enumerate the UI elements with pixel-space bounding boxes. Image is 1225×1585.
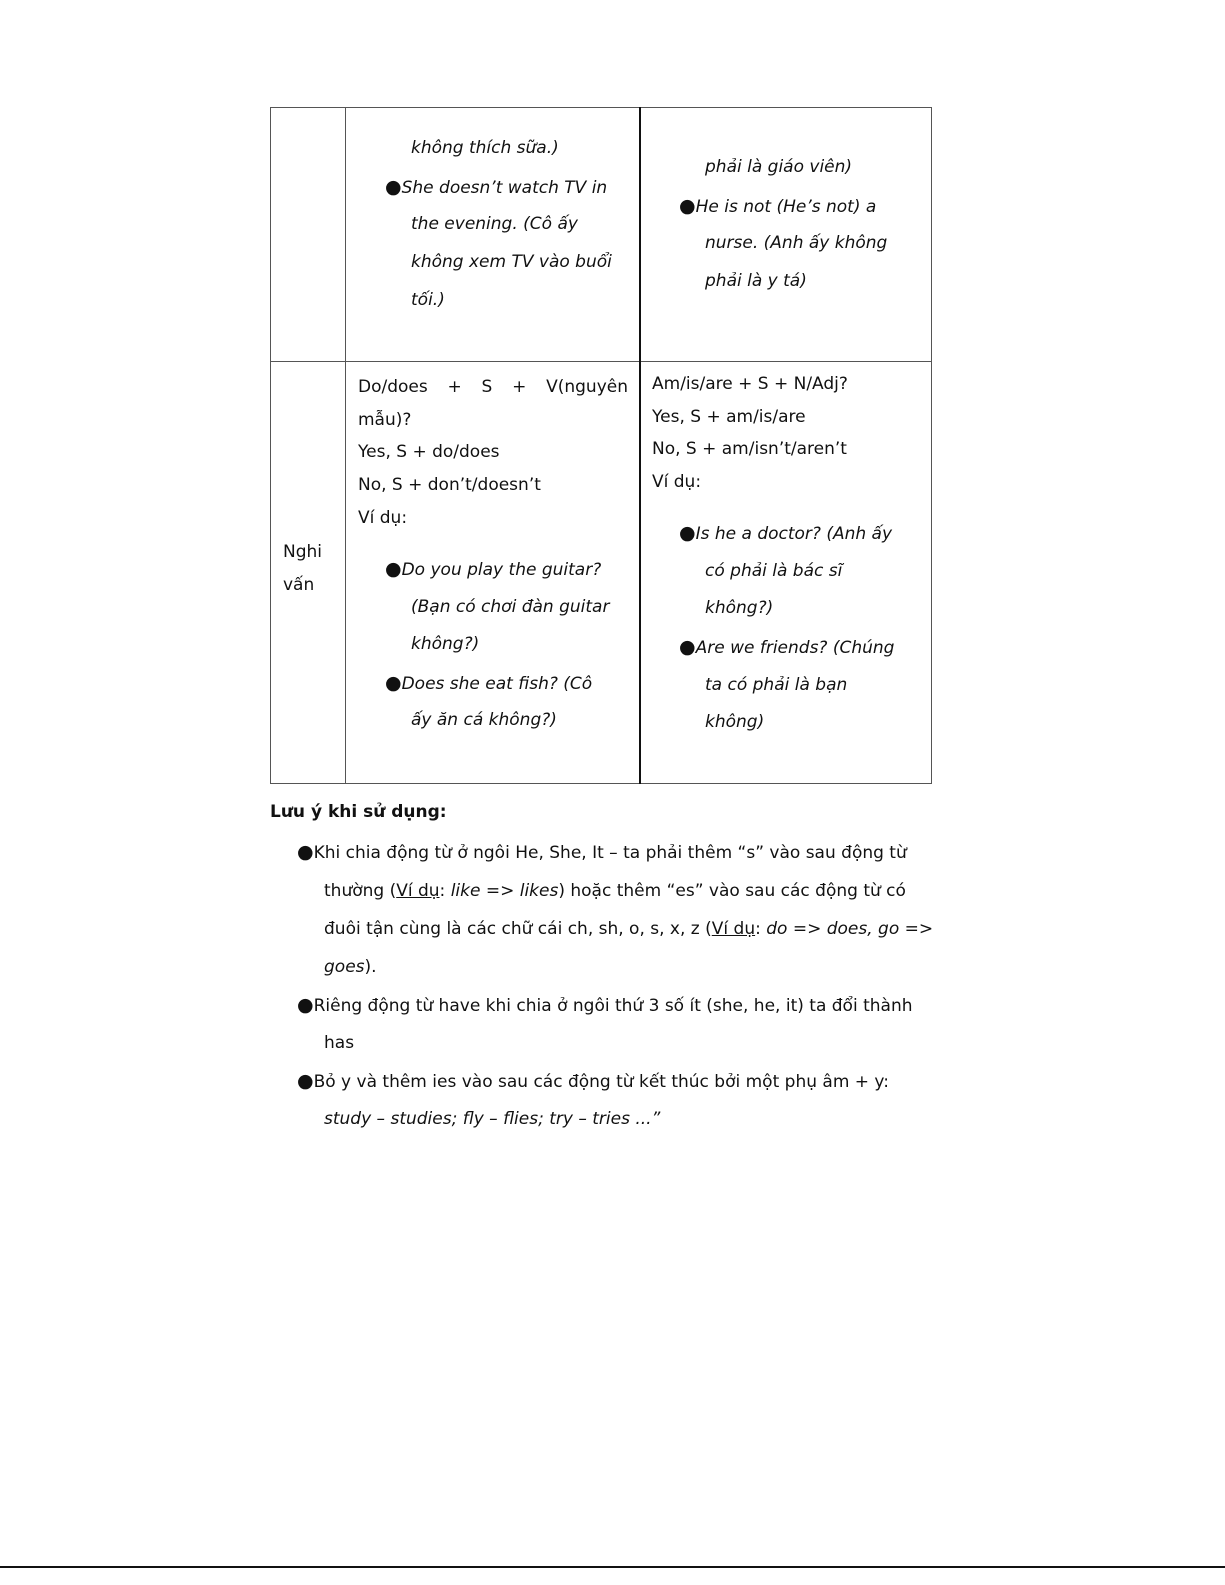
example-item: ●Do you play the guitar? xyxy=(385,558,602,580)
cell-text: tối.) xyxy=(411,290,445,310)
cell-text: không) xyxy=(705,712,765,732)
cell-text: có phải là bác sĩ xyxy=(705,561,843,581)
row-label: vấn xyxy=(283,575,315,595)
cell-text: phải là giáo viên) xyxy=(705,157,853,177)
table-border-right xyxy=(931,107,932,784)
note-text: goes). xyxy=(324,957,377,977)
example-item: ●Is he a doctor? (Anh ấy xyxy=(679,522,893,544)
note-item: ●Bỏ y và thêm ies vào sau các động từ kết thúc bởi một phụ âm + y: xyxy=(297,1070,889,1092)
cell-text: ta có phải là bạn xyxy=(705,675,848,695)
formula-line: No, S + don’t/doesn’t xyxy=(358,475,541,495)
table-border-top xyxy=(270,107,932,108)
bullet-icon: ● xyxy=(679,522,696,544)
bullet-icon: ● xyxy=(679,636,696,658)
cell-text: không thích sữa.) xyxy=(411,138,559,158)
example-item: ●He is not (He’s not) a xyxy=(679,195,877,217)
formula-line: Am/is/are + S + N/Adj? xyxy=(652,374,848,394)
example-item: ●Are we friends? (Chúng xyxy=(679,636,895,658)
formula-line: Yes, S + am/is/are xyxy=(652,407,806,427)
formula-line: No, S + am/isn’t/aren’t xyxy=(652,439,847,459)
bullet-icon: ● xyxy=(679,195,696,217)
note-text: đuôi tận cùng là các chữ cái ch, sh, o, s, x, z (Ví dụ: do => does, go => xyxy=(324,919,934,939)
cell-text: the evening. (Cô ấy xyxy=(411,214,578,234)
bullet-icon: ● xyxy=(385,672,402,694)
example-label: Ví dụ: xyxy=(652,472,702,492)
col-divider xyxy=(345,107,346,784)
note-text: study – studies; fly – flies; try – tries ...” xyxy=(324,1109,661,1129)
cell-text: phải là y tá) xyxy=(705,271,807,291)
bullet-icon: ● xyxy=(297,841,314,863)
note-text: thường (Ví dụ: like => likes) hoặc thêm “es” vào sau các động từ có xyxy=(324,881,906,901)
cell-text: không xem TV vào buổi xyxy=(411,252,612,272)
cell-text: không?) xyxy=(411,634,480,654)
formula-line: mẫu)? xyxy=(358,410,412,430)
example-item: ●She doesn’t watch TV in xyxy=(385,176,608,198)
cell-text: ấy ăn cá không?) xyxy=(411,710,557,730)
cell-text: (Bạn có chơi đàn guitar xyxy=(411,597,610,617)
row-divider xyxy=(270,361,932,362)
table-border-left xyxy=(270,107,271,784)
notes-heading: Lưu ý khi sử dụng: xyxy=(270,802,447,822)
col-divider xyxy=(639,107,641,784)
row-label: Nghi xyxy=(283,542,323,562)
bullet-icon: ● xyxy=(297,1070,314,1092)
note-item: ●Riêng động từ have khi chia ở ngôi thứ 3 số ít (she, he, it) ta đổi thành xyxy=(297,994,913,1016)
note-text: has xyxy=(324,1033,355,1053)
bullet-icon: ● xyxy=(297,994,314,1016)
bullet-icon: ● xyxy=(385,558,402,580)
formula-line: Yes, S + do/does xyxy=(358,442,500,462)
cell-text: nurse. (Anh ấy không xyxy=(705,233,888,253)
example-item: ●Does she eat fish? (Cô xyxy=(385,672,593,694)
bullet-icon: ● xyxy=(385,176,402,198)
example-label: Ví dụ: xyxy=(358,508,408,528)
table-border-bottom xyxy=(270,783,932,784)
note-item: ●Khi chia động từ ở ngôi He, She, It – ta phải thêm “s” vào sau động từ xyxy=(297,841,907,863)
formula-line: Do/does + S + V(nguyên xyxy=(358,377,628,397)
cell-text: không?) xyxy=(705,598,774,618)
page-bottom-edge xyxy=(0,1566,1225,1568)
